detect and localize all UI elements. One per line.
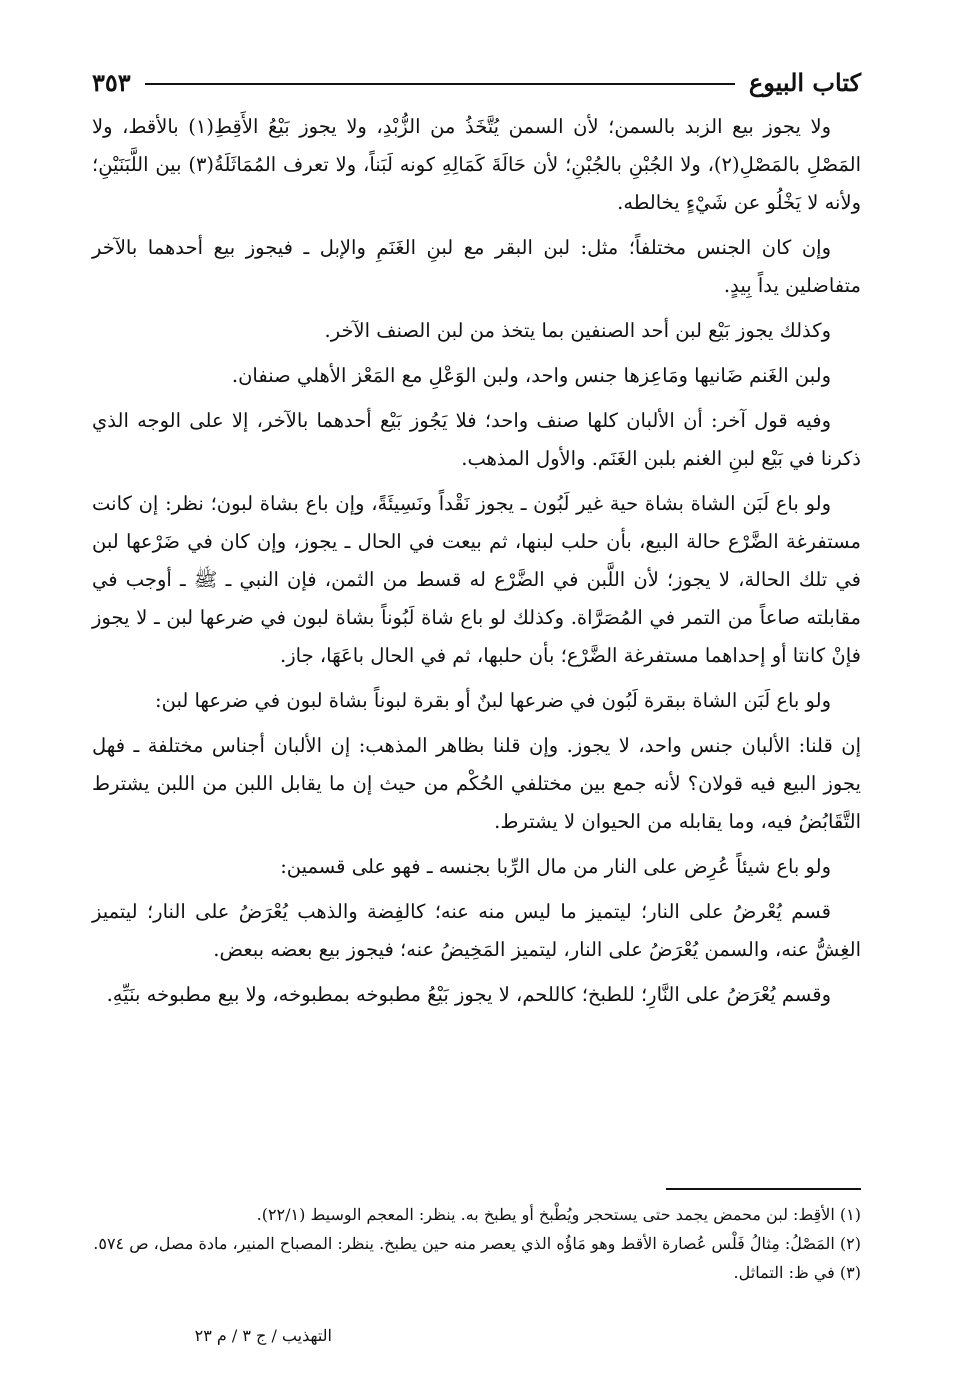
paragraph: ولو باع لَبَن الشاة ببقرة لَبُون في ضرعها لبنٌ أو بقرة لبوناً بشاة لبون في ضرعها لبن:	[155, 689, 831, 712]
paragraph: ولو باع شيئاً عُرِض على النار من مال الرِّبا بجنسه ـ فهو على قسمين:	[280, 855, 831, 878]
chapter-title: كتاب البيوع	[748, 67, 861, 97]
paragraph: ولو باع لَبَن الشاة بشاة حية غير لَبُون ـ يجوز نَقْداً ونَسِيئَةً، وإن باع بشاة لبون؛ نظر: إن كانت مستفرغة الضَّرْع حالة البيع، بأن حلب لبنها، ثم بيعت في الحال ـ يجوز، وإن كان في ضَرْعها لبن في تلك الحالة، لا يجوز؛ لأن اللَّبن في الضَّرْع له قسط من الثمن، فإن النبي ـ ﷺ ـ أوجب في مقابلته صاعاً من التمر في المُصَرَّاة. وكذلك لو باع شاة لَبُوناً بشاة لبون في ضرعها لبن ـ لا يجوز فإنْ كانتا أو إحداهما مستفرغة الضَّرْع؛ بأن حلبها، ثم في الحال باعَهَا، جاز.	[92, 492, 861, 667]
paragraph: وإن كان الجنس مختلفاً؛ مثل: لبن البقر مع لبنِ الغَنَمِ والإبل ـ فيجوز بيع أحدهما بالآخر متفاضلين يداً بِيدٍ.	[92, 236, 861, 297]
paragraph: وفيه قول آخر: أن الألبان كلها صنف واحد؛ فلا يَجُوز بَيْع أحدهما بالآخر، إلا على الوجه الذي ذكرنا في بَيْع لبنِ الغنم بلبن الغَنَم. والأول المذهب.	[92, 409, 861, 470]
main-text	[92, 108, 861, 1021]
page-header	[92, 62, 861, 102]
paragraph: وقسم يُعْرَضُ على النَّارِ؛ للطبخ؛ كاللحم، لا يجوز بَيْعُ مطبوخه بمطبوخه، ولا بيع مطبوخه بنَيِّهِ.	[106, 983, 831, 1006]
footnote: (٣) في ظ: التماثل.	[733, 1263, 861, 1282]
footnote: (١) الأقِط: لبن محمض يجمد حتى يستحجر ويُطْبخ أو يطبخ به. ينظر: المعجم الوسيط (٢٢/١).	[256, 1205, 861, 1224]
footnote-separator	[666, 1188, 861, 1190]
signature-mark: التهذيب / ج ٣ / م ٢٣	[194, 1326, 332, 1345]
page-number: ٣٥٣	[92, 67, 131, 97]
paragraph: ولبن الغَنم ضَانيها ومَاعِزها جنس واحد، ولبن الوَعْلِ مع المَعْز الأهلي صنفان.	[231, 364, 831, 387]
paragraph: قسم يُعْرضُ على النار؛ ليتميز ما ليس منه عنه؛ كالفِضة والذهب يُعْرَضُ على النار؛ ليتميز الغِشُّ عنه، والسمن يُعْرَضُ على النار، ليتميز المَخِيضُ عنه؛ فيجوز بيع بعضه ببعض.	[92, 900, 861, 961]
header-rule	[145, 83, 735, 85]
paragraph: وكذلك يجوز بَيْع لبن أحد الصنفين بما يتخذ من لبن الصنف الآخر.	[324, 319, 831, 342]
paragraph: إن قلنا: الألبان جنس واحد، لا يجوز. وإن قلنا بظاهر المذهب: إن الألبان أجناس مختلفة ـ فهل يجوز البيع فيه قولان؟ لأنه جمع بين مختلفي الحُكْم من حيث إن ما يقابل اللبن من اللبن يشترط التَّقَابُضُ فيه، وما يقابله من الحيوان لا يشترط.	[92, 734, 861, 833]
paragraph: ولا يجوز بيع الزبد بالسمن؛ لأن السمن يُتَّخَذُ من الزُّبْدِ، ولا يجوز بَيْعُ الأَقِطِ(١) بالأقط، ولا المَصْلِ بالمَصْلِ(٢)، ولا الجُبْنِ بالجُبْنِ؛ لأن حَالَةَ كَمَالِهِ كونه لَبَناً، ولا تعرف المُمَاثَلَةُ(٣) بين اللَّبَنَيْنِ؛ ولأنه لا يَخْلُو عن شَيْءٍ يخالطه.	[92, 115, 862, 214]
footnotes	[92, 1200, 861, 1287]
footnote: (٢) المَصْلُ: مِثالُ فَلْس عُصارة الأقط وهو مَاؤُه الذي يعصر منه حين يطبخ. ينظر: المصباح المنير، مادة مصل، ص ٥٧٤.	[93, 1234, 861, 1253]
